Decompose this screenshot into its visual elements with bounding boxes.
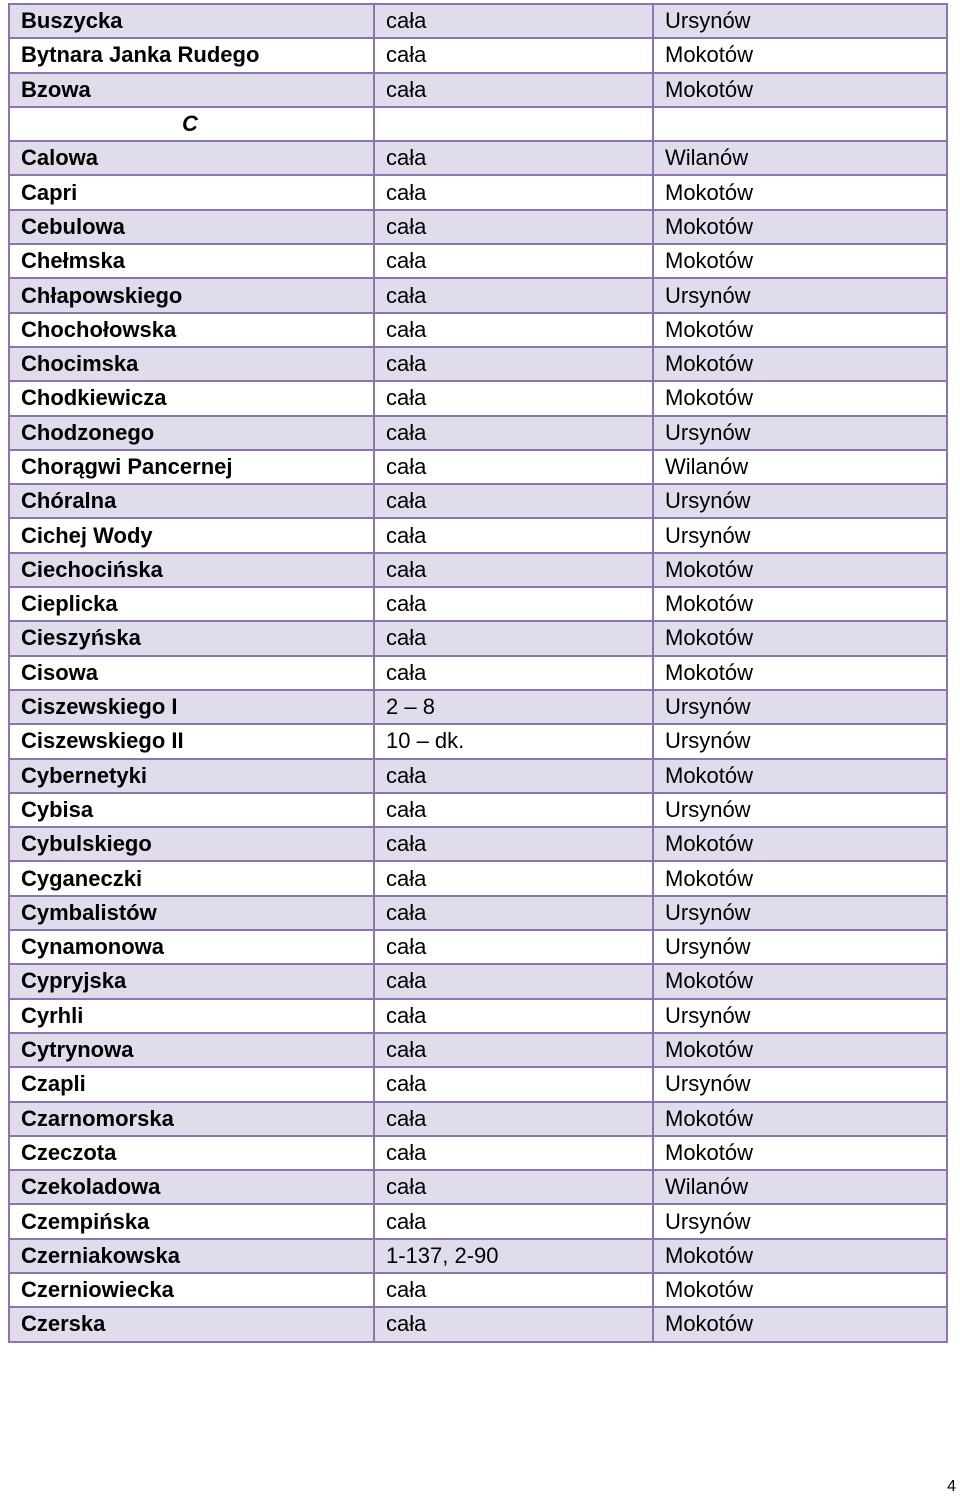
street-name-cell: Cymbalistów bbox=[9, 896, 374, 930]
range-cell: cała bbox=[374, 861, 653, 895]
district-cell bbox=[653, 107, 947, 141]
street-name-cell: C bbox=[9, 107, 374, 141]
table-row bbox=[9, 175, 947, 209]
range-cell: cała bbox=[374, 1136, 653, 1170]
range-cell: cała bbox=[374, 1067, 653, 1101]
district-cell: Ursynów bbox=[653, 1067, 947, 1101]
range-cell: cała bbox=[374, 4, 653, 38]
street-name-cell: Cytrynowa bbox=[9, 1033, 374, 1067]
district-cell: Mokotów bbox=[653, 656, 947, 690]
district-cell: Ursynów bbox=[653, 1204, 947, 1238]
district-cell: Mokotów bbox=[653, 38, 947, 72]
table-row bbox=[9, 759, 947, 793]
district-cell: Mokotów bbox=[653, 1033, 947, 1067]
street-name-cell: Chełmska bbox=[9, 244, 374, 278]
district-cell: Ursynów bbox=[653, 4, 947, 38]
district-cell: Mokotów bbox=[653, 759, 947, 793]
range-cell: cała bbox=[374, 999, 653, 1033]
district-cell: Mokotów bbox=[653, 347, 947, 381]
street-name-cell: Chocimska bbox=[9, 347, 374, 381]
range-cell: cała bbox=[374, 73, 653, 107]
range-cell: cała bbox=[374, 450, 653, 484]
street-name-cell: Cynamonowa bbox=[9, 930, 374, 964]
street-name-cell: Cisowa bbox=[9, 656, 374, 690]
street-name-cell: Czarnomorska bbox=[9, 1102, 374, 1136]
range-cell: cała bbox=[374, 484, 653, 518]
table-row bbox=[9, 1204, 947, 1238]
district-cell: Ursynów bbox=[653, 999, 947, 1033]
range-cell: cała bbox=[374, 1273, 653, 1307]
table-row bbox=[9, 1239, 947, 1273]
street-name-cell: Czekoladowa bbox=[9, 1170, 374, 1204]
table-row bbox=[9, 4, 947, 38]
range-cell: cała bbox=[374, 141, 653, 175]
table-row bbox=[9, 347, 947, 381]
range-cell: cała bbox=[374, 1102, 653, 1136]
table-row bbox=[9, 1136, 947, 1170]
table-row bbox=[9, 896, 947, 930]
street-name-cell: Chodzonego bbox=[9, 416, 374, 450]
table-row bbox=[9, 964, 947, 998]
range-cell bbox=[374, 107, 653, 141]
street-name-cell: Calowa bbox=[9, 141, 374, 175]
district-cell: Wilanów bbox=[653, 1170, 947, 1204]
street-name-cell: Czerska bbox=[9, 1307, 374, 1341]
table-row bbox=[9, 690, 947, 724]
streets-table bbox=[8, 3, 948, 1343]
street-name-cell: Cieplicka bbox=[9, 587, 374, 621]
district-cell: Mokotów bbox=[653, 381, 947, 415]
range-cell: cała bbox=[374, 347, 653, 381]
district-cell: Mokotów bbox=[653, 1307, 947, 1341]
district-cell: Wilanów bbox=[653, 141, 947, 175]
table-row bbox=[9, 827, 947, 861]
table-row bbox=[9, 1273, 947, 1307]
table-row bbox=[9, 656, 947, 690]
table-row bbox=[9, 587, 947, 621]
table-row bbox=[9, 141, 947, 175]
street-name-cell: Capri bbox=[9, 175, 374, 209]
range-cell: cała bbox=[374, 964, 653, 998]
street-name-cell: Ciszewskiego I bbox=[9, 690, 374, 724]
street-name-cell: Cichej Wody bbox=[9, 518, 374, 552]
district-cell: Mokotów bbox=[653, 553, 947, 587]
district-cell: Mokotów bbox=[653, 175, 947, 209]
street-name-cell: Cybisa bbox=[9, 793, 374, 827]
district-cell: Ursynów bbox=[653, 518, 947, 552]
table-row bbox=[9, 999, 947, 1033]
street-name-cell: Bytnara Janka Rudego bbox=[9, 38, 374, 72]
table-row bbox=[9, 621, 947, 655]
district-cell: Ursynów bbox=[653, 278, 947, 312]
range-cell: cała bbox=[374, 381, 653, 415]
district-cell: Mokotów bbox=[653, 313, 947, 347]
letter-header-row bbox=[9, 107, 947, 141]
table-row bbox=[9, 793, 947, 827]
street-name-cell: Cypryjska bbox=[9, 964, 374, 998]
table-row bbox=[9, 518, 947, 552]
street-name-cell: Cieszyńska bbox=[9, 621, 374, 655]
street-name-cell: Chorągwi Pancernej bbox=[9, 450, 374, 484]
district-cell: Mokotów bbox=[653, 73, 947, 107]
range-cell: cała bbox=[374, 1307, 653, 1341]
street-name-cell: Chodkiewicza bbox=[9, 381, 374, 415]
range-cell: cała bbox=[374, 930, 653, 964]
district-cell: Mokotów bbox=[653, 244, 947, 278]
range-cell: cała bbox=[374, 313, 653, 347]
district-cell: Wilanów bbox=[653, 450, 947, 484]
table-row bbox=[9, 381, 947, 415]
street-name-cell: Czerniakowska bbox=[9, 1239, 374, 1273]
district-cell: Ursynów bbox=[653, 930, 947, 964]
range-cell: cała bbox=[374, 793, 653, 827]
district-cell: Mokotów bbox=[653, 1239, 947, 1273]
table-row bbox=[9, 1307, 947, 1341]
district-cell: Mokotów bbox=[653, 1273, 947, 1307]
district-cell: Mokotów bbox=[653, 210, 947, 244]
district-cell: Mokotów bbox=[653, 621, 947, 655]
range-cell: cała bbox=[374, 1170, 653, 1204]
streets-table-body bbox=[9, 4, 947, 1342]
district-cell: Mokotów bbox=[653, 964, 947, 998]
table-row bbox=[9, 1033, 947, 1067]
range-cell: 10 – dk. bbox=[374, 724, 653, 758]
street-name-cell: Ciszewskiego II bbox=[9, 724, 374, 758]
table-row bbox=[9, 724, 947, 758]
range-cell: cała bbox=[374, 1204, 653, 1238]
range-cell: cała bbox=[374, 416, 653, 450]
range-cell: cała bbox=[374, 278, 653, 312]
street-name-cell: Czempińska bbox=[9, 1204, 374, 1238]
table-row bbox=[9, 1102, 947, 1136]
range-cell: cała bbox=[374, 1033, 653, 1067]
street-name-cell: Cebulowa bbox=[9, 210, 374, 244]
street-name-cell: Ciechocińska bbox=[9, 553, 374, 587]
table-row bbox=[9, 73, 947, 107]
table-row bbox=[9, 1067, 947, 1101]
district-cell: Ursynów bbox=[653, 416, 947, 450]
range-cell: cała bbox=[374, 244, 653, 278]
district-cell: Ursynów bbox=[653, 793, 947, 827]
table-row bbox=[9, 450, 947, 484]
range-cell: cała bbox=[374, 175, 653, 209]
table-row bbox=[9, 930, 947, 964]
street-name-cell: Cyganeczki bbox=[9, 861, 374, 895]
table-row bbox=[9, 484, 947, 518]
street-name-cell: Czeczota bbox=[9, 1136, 374, 1170]
street-name-cell: Chochołowska bbox=[9, 313, 374, 347]
table-row bbox=[9, 38, 947, 72]
street-name-cell: Chóralna bbox=[9, 484, 374, 518]
range-cell: cała bbox=[374, 38, 653, 72]
table-row bbox=[9, 861, 947, 895]
table-row bbox=[9, 313, 947, 347]
table-row bbox=[9, 553, 947, 587]
street-name-cell: Bzowa bbox=[9, 73, 374, 107]
table-row bbox=[9, 244, 947, 278]
street-name-cell: Chłapowskiego bbox=[9, 278, 374, 312]
district-cell: Ursynów bbox=[653, 690, 947, 724]
street-name-cell: Czapli bbox=[9, 1067, 374, 1101]
page-number: 4 bbox=[947, 1478, 956, 1495]
range-cell: 1-137, 2-90 bbox=[374, 1239, 653, 1273]
table-row bbox=[9, 416, 947, 450]
street-name-cell: Cyrhli bbox=[9, 999, 374, 1033]
range-cell: cała bbox=[374, 518, 653, 552]
range-cell: cała bbox=[374, 827, 653, 861]
range-cell: cała bbox=[374, 553, 653, 587]
district-cell: Ursynów bbox=[653, 724, 947, 758]
range-cell: 2 – 8 bbox=[374, 690, 653, 724]
district-cell: Mokotów bbox=[653, 1136, 947, 1170]
range-cell: cała bbox=[374, 210, 653, 244]
street-name-cell: Cybernetyki bbox=[9, 759, 374, 793]
table-row bbox=[9, 1170, 947, 1204]
street-name-cell: Czerniowiecka bbox=[9, 1273, 374, 1307]
table-row bbox=[9, 278, 947, 312]
range-cell: cała bbox=[374, 896, 653, 930]
range-cell: cała bbox=[374, 587, 653, 621]
range-cell: cała bbox=[374, 621, 653, 655]
district-cell: Mokotów bbox=[653, 827, 947, 861]
district-cell: Mokotów bbox=[653, 587, 947, 621]
district-cell: Mokotów bbox=[653, 1102, 947, 1136]
street-name-cell: Cybulskiego bbox=[9, 827, 374, 861]
range-cell: cała bbox=[374, 656, 653, 690]
street-name-cell: Buszycka bbox=[9, 4, 374, 38]
table-row bbox=[9, 210, 947, 244]
district-cell: Mokotów bbox=[653, 861, 947, 895]
district-cell: Ursynów bbox=[653, 896, 947, 930]
range-cell: cała bbox=[374, 759, 653, 793]
district-cell: Ursynów bbox=[653, 484, 947, 518]
